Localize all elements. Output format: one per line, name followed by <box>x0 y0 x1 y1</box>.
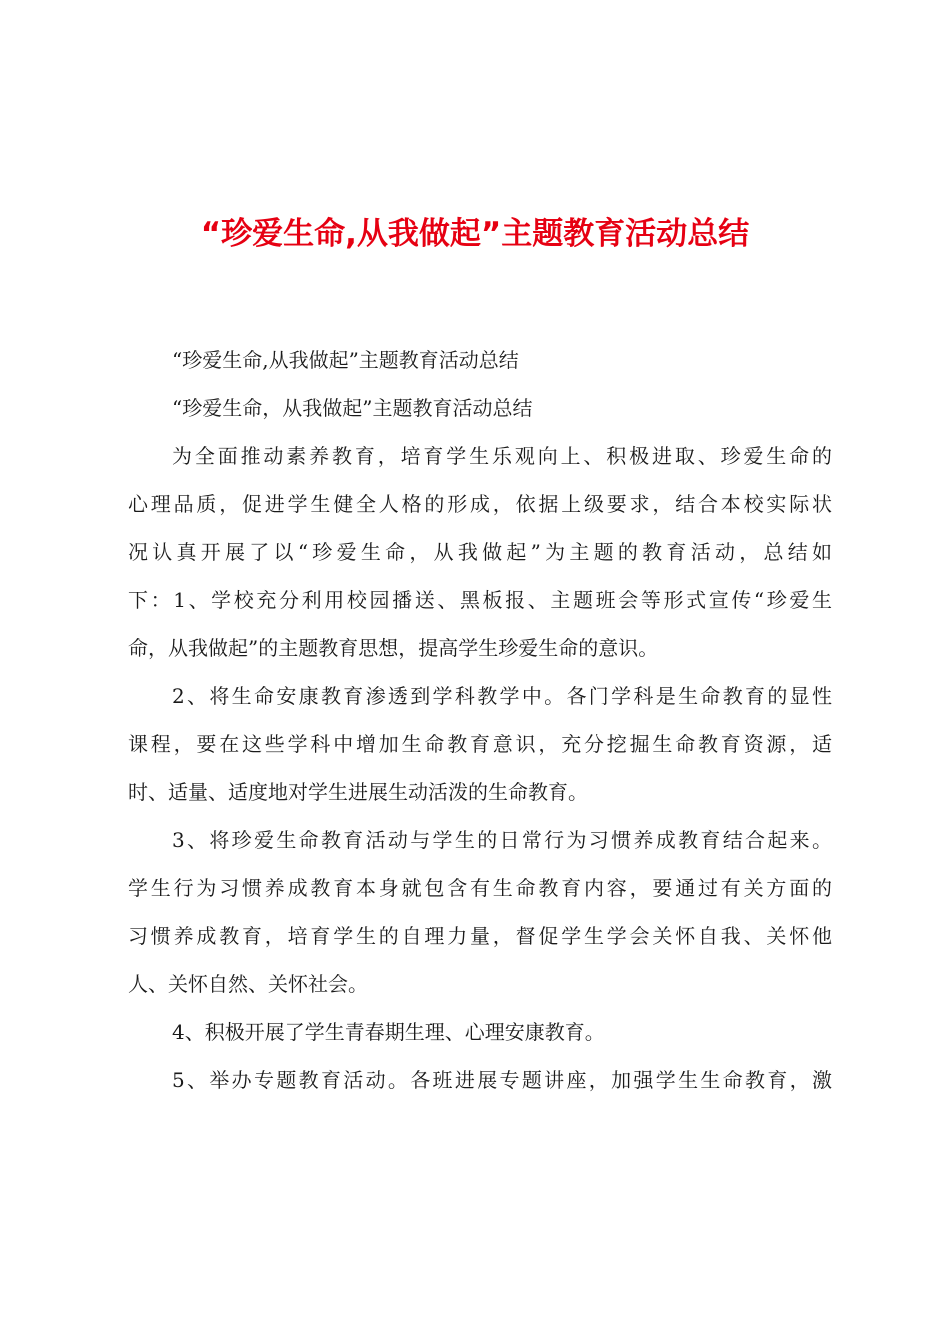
paragraph-2 <box>128 684 832 804</box>
text-line: 学生行为习惯养成教育本身就包含有生命教育内容，要通过有关方面的 <box>128 876 832 900</box>
text-line: 下：1、学校充分利用校园播送、黑板报、主题班会等形式宣传“珍爱生 <box>128 588 832 612</box>
paragraph-5 <box>128 1068 832 1092</box>
subtitle-line: “珍爱生命,从我做起”主题教育活动总结 <box>172 348 519 372</box>
text-line: 人、关怀自然、关怀社会。 <box>128 972 368 996</box>
text-line: 命，从我做起”的主题教育思想，提高学生珍爱生命的意识。 <box>128 636 659 660</box>
text-line: 心理品质，促进学生健全人格的形成，依据上级要求，结合本校实际状 <box>128 492 832 516</box>
text-line: 3、将珍爱生命教育活动与学生的日常行为习惯养成教育结合起来。 <box>172 828 832 852</box>
text-line: 5、举办专题教育活动。各班进展专题讲座，加强学生生命教育，激 <box>172 1068 832 1092</box>
document-body <box>128 348 832 1092</box>
text-line: 为全面推动素养教育，培育学生乐观向上、积极进取、珍爱生命的 <box>172 444 832 468</box>
paragraph-1 <box>128 444 832 660</box>
document-title: “珍爱生命,从我做起”主题教育活动总结 <box>200 216 750 252</box>
text-line: 时、适量、适度地对学生进展生动活泼的生命教育。 <box>128 780 588 804</box>
subtitle-line: “珍爱生命，从我做起”主题教育活动总结 <box>172 396 533 420</box>
paragraph-3 <box>128 828 832 996</box>
text-line: 2、将生命安康教育渗透到学科教学中。各门学科是生命教育的显性 <box>172 684 832 708</box>
text-line: 4、积极开展了学生青春期生理、心理安康教育。 <box>172 1020 605 1044</box>
text-line: 课程，要在这些学科中增加生命教育意识，充分挖掘生命教育资源，适 <box>128 732 832 756</box>
paragraph-4 <box>128 1020 832 1044</box>
text-line: 习惯养成教育，培育学生的自理力量，督促学生学会关怀自我、关怀他 <box>128 924 832 948</box>
text-line: 况认真开展了以“珍爱生命，从我做起”为主题的教育活动，总结如 <box>128 540 832 564</box>
